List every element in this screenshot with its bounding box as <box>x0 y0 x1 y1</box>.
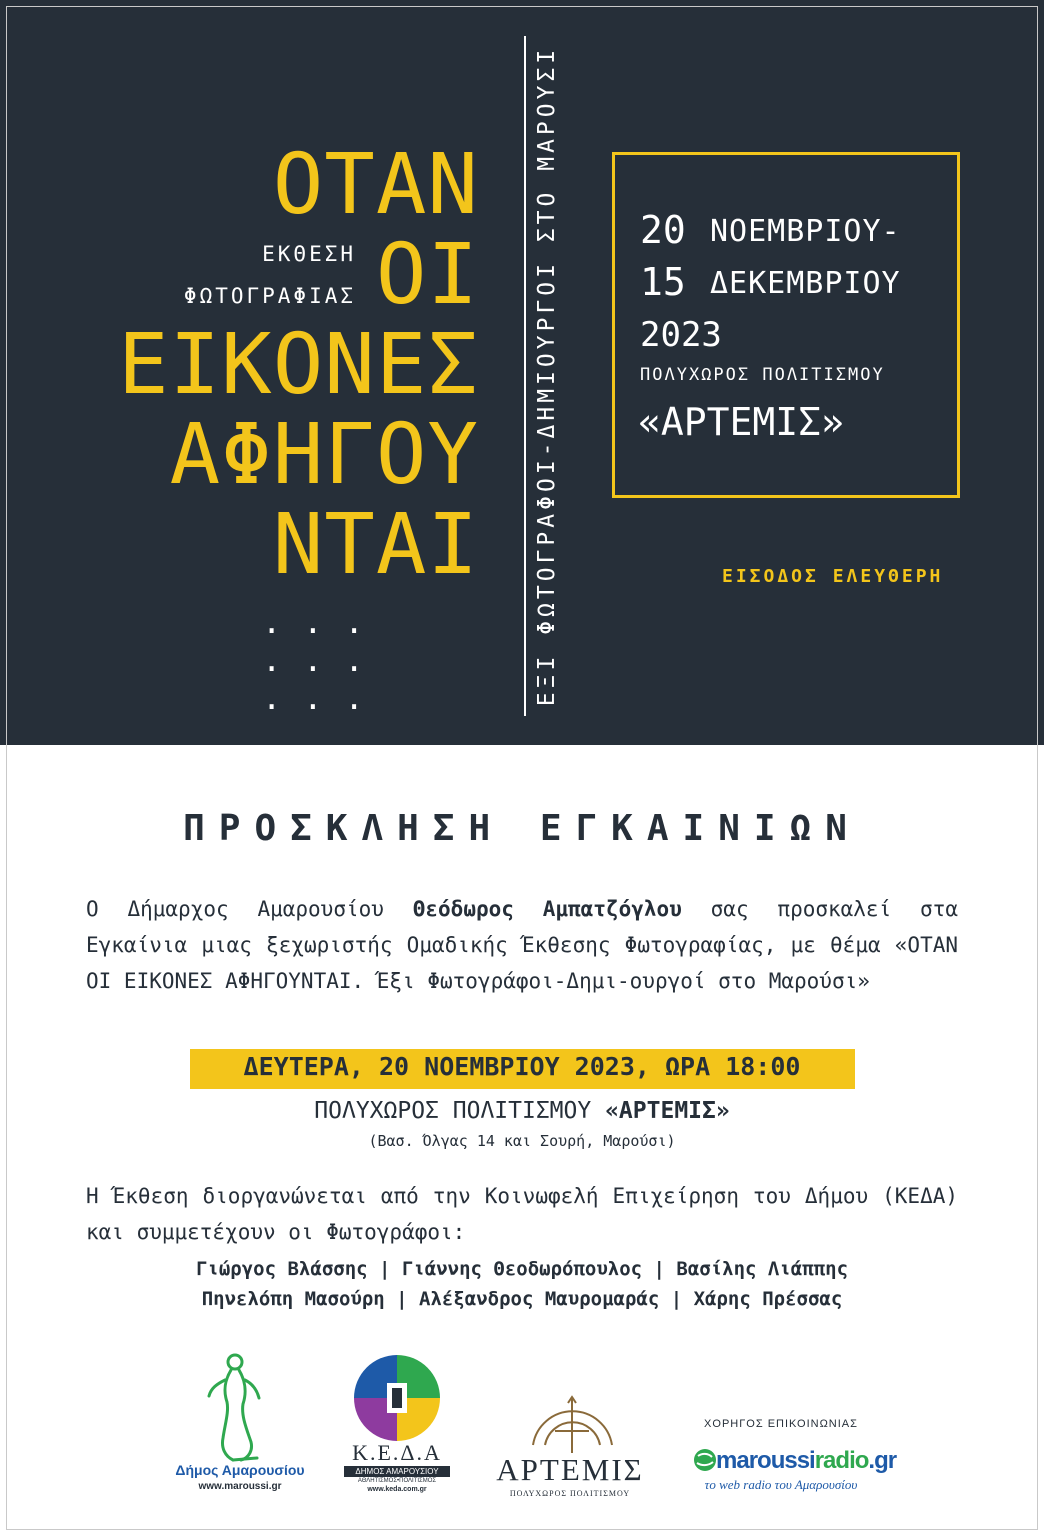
photographers-row-1: Γιώργος Βλάσσης | Γιάννης Θεοδωρόπουλος | Βασίλης Λιάππης <box>195 1258 849 1280</box>
date-year: 2023 <box>640 315 722 355</box>
photographers-row-2: Πηνελόπη Μασούρη | Αλέξανδρος Μαυρομαράς | Χάρης Πρέσσας <box>201 1288 843 1310</box>
venue-prefix: ΠΟΛΥΧΩΡΟΣ ΠΟΛΙΤΙΣΜΟΥ <box>314 1098 606 1124</box>
radio-brand-a: maroussi <box>716 1447 815 1474</box>
title-line-3: ΕΙΚΟΝΕΣ <box>117 315 479 413</box>
venue-bold: «ΑΡΤΕΜΙΣ» <box>605 1098 730 1124</box>
artemis-logo <box>525 1395 620 1455</box>
venue-address: (Βασ. Όλγας 14 και Σουρή, Μαρούσι) <box>368 1132 676 1150</box>
venue-label: ΠΟΛΥΧΩΡΟΣ ΠΟΛΙΤΙΣΜΟΥ <box>640 365 885 385</box>
invitation-title: ΠΡΟΣΚΛΗΣΗ ΕΓΚΑΙΝΙΩΝ <box>183 808 861 849</box>
title-line-2: ΟΙ <box>375 225 479 323</box>
date-month-start: ΝΟΕΜΒΡΙΟΥ- <box>710 214 901 249</box>
mayor-name: Θεόδωρος Αμπατζόγλου <box>412 897 682 921</box>
radio-brand <box>716 1447 896 1475</box>
dimos-amarousiou-name: Δήμος Αμαρουσίου <box>175 1462 305 1478</box>
keda-name: Κ.Ε.Δ.Α <box>352 1440 442 1465</box>
keda-sub-2: ΑΘΛΗΤΙΣΜΟΣ•ΠΟΛΙΤΙΣΜΟΣ <box>357 1478 437 1484</box>
subtitle-line-2: ΦΩΤΟΓΡΑΦΙΑΣ <box>183 284 356 308</box>
vertical-subtitle: ΕΞΙ ΦΩΤΟΓΡΑΦΟΙ-ΔΗΜΙΟΥΡΓΟΙ ΣΤΟ ΜΑΡΟΥΣΙ <box>534 45 560 707</box>
dots-row-3: ... <box>262 679 386 717</box>
title-line-5: ΝΤΑΙ <box>272 495 479 593</box>
invitation-paragraph-2: Η Έκθεση διοργανώνεται από την Κοινωφελή Επιχείρηση του Δήμου (ΚΕΔΑ) και συμμετέχουν οι Φωτογράφοι: <box>86 1184 958 1244</box>
venue-name: «ΑΡΤΕΜΙΣ» <box>638 400 844 444</box>
keda-logo <box>354 1355 440 1441</box>
sponsor-label: ΧΟΡΗΓΟΣ ΕΠΙΚΟΙΝΩΝΙΑΣ <box>704 1418 858 1430</box>
mayor-intro: Ο Δήμαρχος Αμαρουσίου <box>86 897 413 921</box>
dots-row-2: ... <box>262 641 386 679</box>
artemis-sub: ΠΟΛΥΧΩΡΟΣ ΠΟΛΙΤΙΣΜΟΥ <box>509 1489 631 1498</box>
radio-tagline: το web radio του Αμαρουσίου <box>704 1477 858 1492</box>
dimos-amarousiou-url: www.maroussi.gr <box>198 1481 282 1492</box>
free-entry: ΕΙΣΟΔΟΣ ΕΛΕΥΘΕΡΗ <box>722 566 944 587</box>
opening-datetime: ΔΕΥΤΕΡΑ, 20 ΝΟΕΜΒΡΙΟΥ 2023, ΩΡΑ 18:00 <box>243 1052 801 1081</box>
radio-brand-c: .gr <box>868 1447 897 1474</box>
title-line-1: ΟΤΑΝ <box>272 135 479 233</box>
opening-venue <box>0 1098 1044 1124</box>
date-month-end: ΔΕΚΕΜΒΡΙΟΥ <box>710 266 901 301</box>
date-day-start: 20 <box>640 208 686 252</box>
subtitle-line-1: ΕΚΘΕΣΗ <box>262 242 356 266</box>
dimos-amarousiou-logo <box>195 1350 285 1465</box>
dots-row-1: ... <box>262 603 386 641</box>
poster-header <box>0 0 1044 745</box>
invitation-text: σας προσκαλεί στα Εγκαίνια μιας ξεχωριστής Ομαδικής Έκθεσης Φωτογραφίας, με θέμα «ΟΤΑΝ ΟΙ ΕΙΚΟΝΕΣ ΑΦΗΓΟΥΝΤΑΙ. Έξι Φωτογράφοι-Δημι-ουργοί στο Μαρούσι» <box>86 897 958 993</box>
artemis-name: ΑΡΤΕΜΙΣ <box>496 1452 644 1487</box>
radio-brand-b: radio <box>814 1447 869 1474</box>
invitation-paragraph-1 <box>86 891 958 999</box>
keda-url: www.keda.com.gr <box>367 1486 427 1493</box>
date-day-end: 15 <box>640 260 686 304</box>
vertical-divider <box>524 36 526 716</box>
keda-sub-1: ΔΗΜΟΣ ΑΜΑΡΟΥΣΙΟΥ <box>344 1466 450 1477</box>
radio-globe-icon <box>692 1447 718 1473</box>
title-line-4: ΑΦΗΓΟΥ <box>169 405 479 503</box>
